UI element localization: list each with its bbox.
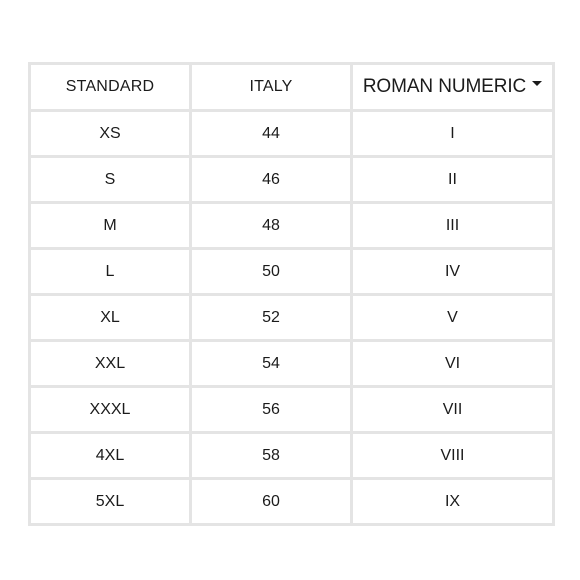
table-header [30,64,554,111]
cell-italy: 44 [191,111,352,157]
cell-roman: II [352,157,554,203]
cell-italy: 56 [191,387,352,433]
header-roman-label: ROMAN NUMERIC [362,76,527,97]
cell-italy: 52 [191,295,352,341]
cell-roman: I [352,111,554,157]
cell-italy: 54 [191,341,352,387]
cell-standard: XXXL [30,387,191,433]
table-row [30,479,554,525]
header-standard [30,64,191,111]
header-italy-label: ITALY [249,78,293,95]
cell-roman: VIII [352,433,554,479]
cell-roman: IV [352,249,554,295]
table-body [30,111,554,525]
cell-roman: VII [352,387,554,433]
cell-roman: III [352,203,554,249]
cell-italy: 58 [191,433,352,479]
cell-roman: IX [352,479,554,525]
header-italy [191,64,352,111]
header-standard-label: STANDARD [65,78,155,95]
cell-italy: 46 [191,157,352,203]
cell-standard: 5XL [30,479,191,525]
cell-standard: S [30,157,191,203]
header-row [30,64,554,111]
cell-standard: L [30,249,191,295]
cell-italy: 50 [191,249,352,295]
table-row [30,433,554,479]
table-row [30,387,554,433]
table-row [30,203,554,249]
header-roman-numeric-dropdown[interactable] [352,64,554,111]
size-conversion-table [28,62,555,526]
cell-roman: VI [352,341,554,387]
cell-roman: V [352,295,554,341]
cell-standard: M [30,203,191,249]
cell-italy: 60 [191,479,352,525]
cell-standard: 4XL [30,433,191,479]
cell-italy: 48 [191,203,352,249]
table-row [30,341,554,387]
cell-standard: XXL [30,341,191,387]
table-row [30,295,554,341]
caret-down-icon [532,81,542,86]
cell-standard: XS [30,111,191,157]
table-row [30,249,554,295]
table-row [30,157,554,203]
cell-standard: XL [30,295,191,341]
table-row [30,111,554,157]
